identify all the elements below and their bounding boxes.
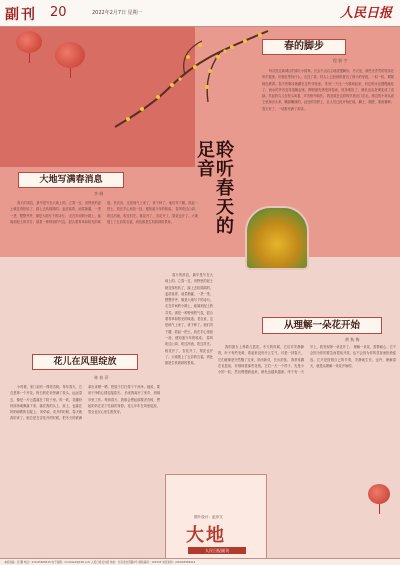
article-title-dadi: 大地写满春消息: [18, 172, 124, 188]
article-body-chun-jiaobu: [262, 68, 394, 300]
newspaper-logo: 人民日报: [339, 6, 392, 21]
article-body-huaer: [10, 384, 160, 556]
article-text: 小时候，家门前有一棵老杏树。每年春天，它总是第一个开花。粉白的花朵挤满了枝头，远远望去，像是一片云霞落在了院子里。风一吹，花瓣纷纷扬扬地飘落下来，落在我的头上、肩上，也落在奶奶晾晒的衣服上。 奶奶说，花开的时候，春天就真的来了。她总是在杏花开的时候，把冬天的被褥拿出来晒一晒，把屋子打扫得干干净净。她说，要用干净的心情迎接春天。 后来我离开了家乡，到城市里工作。每到春天，我都会想起那棵老杏树，想起奶奶在花下忙碌的身影。花儿年年在风里绽放，思念也在心里生根发芽。: [10, 385, 160, 421]
page-number: 20: [50, 5, 67, 20]
section-name: 副刊: [5, 7, 37, 23]
byline-huaer: 林 春 萍: [94, 375, 109, 380]
article-title-huaer: 花儿在风里绽放: [32, 354, 138, 370]
byline-dadi: 李 城: [94, 191, 104, 196]
column-brand-sub: 人民日报副刊: [188, 547, 246, 554]
plum-branch-illustration: [110, 27, 270, 137]
column-brand: 大地: [186, 525, 226, 546]
lantern-icon: [16, 31, 42, 53]
issue-date: 2022年2月7日 星期一: [92, 10, 143, 16]
article-text: 春天的消息，最早是写在大地上的。立春一过，田野里的泥土就变得松软了，踩上去软绵绵的。麦苗返青，油菜抽薹，一垄一垄，整整齐齐，像是大地写下的诗行。 走在乡间的小路上，能闻到泥土的芬芳。那是一种特别的气息，混合着青草和阳光的味道。老农说，这是地气上来了，该下种了。他们弯下腰，抓起一把土，放在手心里捻一捻，便知道今年的收成。 春风吹过山岗，吹过河流，吹过村庄。桃花开了，杏花开了，梨花也开了。大地披上了五彩的衣裳，到处都是生机勃勃的景象。: [10, 201, 198, 224]
byline-chun-jiaobu: 程 新 字: [333, 58, 348, 63]
feature-title: 聆听春天的足音: [194, 140, 234, 235]
article-text: 春天的消息，最早是写在大地上的。立春一过，田野里的泥土就变得松软了，踩上去软绵绵的。麦苗返青，油菜抽薹，一垄一垄，整整齐齐，像是大地写下的诗行。 走在乡间的小路上，能闻到泥土的芬芳。那是一种特别的气息，混合着青草和阳光的味道。老农说，这是地气上来了，该下种了。他们弯下腰，抓起一把土，放在手心里捻一捻，便知道今年的收成。 春风吹过山岗，吹过河流，吹过村庄。桃花开了，杏花开了，梨花也开了。大地披上了五彩的衣裳，到处都是生机勃勃的景象。: [165, 273, 213, 366]
article-title-liaojie: 从理解一朵花开始: [262, 317, 382, 334]
article-title-chun-jiaobu: 春的脚步: [262, 39, 346, 55]
page-footer: 本版责编：张 鹏 电话：010-65368415 电子信箱：rmrbdadi@126.com 人民日报社出版 地址：北京金台西路2号 邮政编码：100733 电话查询：(010)65368114: [0, 558, 400, 565]
article-body-continued: [165, 272, 213, 467]
article-text: 我的窗台上养着几盆花。冬天的时候，它们安安静静的，叶子有些发黄，看起来没有什么生气。可是一到春天，它们就像是突然醒了过来，抽出新芽，长出花苞。 我常常蹲在花盆前，仔细地看那些花苞。它们一天一个样子，先是小小的一粒，然后慢慢鼓起来，颜色也越来越深。终于有一天早上，我发现第一朵花开了。 理解一朵花，需要耐心。它不会因为你的着急而提前开放，也不会因为你的忽视而拒绝绽放。它只是按照自己的节奏，安静地生长。也许，理解春天，就是从理解一朵花开始的。: [218, 345, 396, 375]
design-credit: 图片设计：赵彦文: [194, 515, 223, 519]
article-text: 每次经过新城区的那片小树林，总会不由自主地放慢脚步。冬天里，那些光秃秃的枝条在风中摇曳，仿佛在等待什么。走近了看，枝头上已经悄悄冒出了细小的芽苞，一粒一粒，紧紧地包裹着。春天的脚步就藏在这些芽苞里。 阳光一天比一天暖和起来，河边的冰也慢慢融化了，流水的声音变得清脆起来。柳树最先感受到春意，枝条柔软了，颜色也由灰褐变成了浅绿。早起的鸟儿在枝头叫着，声音格外响亮。 我喜欢在这样的早晨出门走走。路边的小草从泥土里探出头来，嫩绿嫩绿的。远处的田野上，农人们已经开始忙碌，翻土、施肥、准备播种。春天来了，一切都充满了希望。: [262, 69, 394, 111]
byline-liaojie: 黄 秋 梅: [345, 337, 360, 342]
lantern-icon: [55, 42, 85, 68]
page-header: [0, 0, 400, 27]
